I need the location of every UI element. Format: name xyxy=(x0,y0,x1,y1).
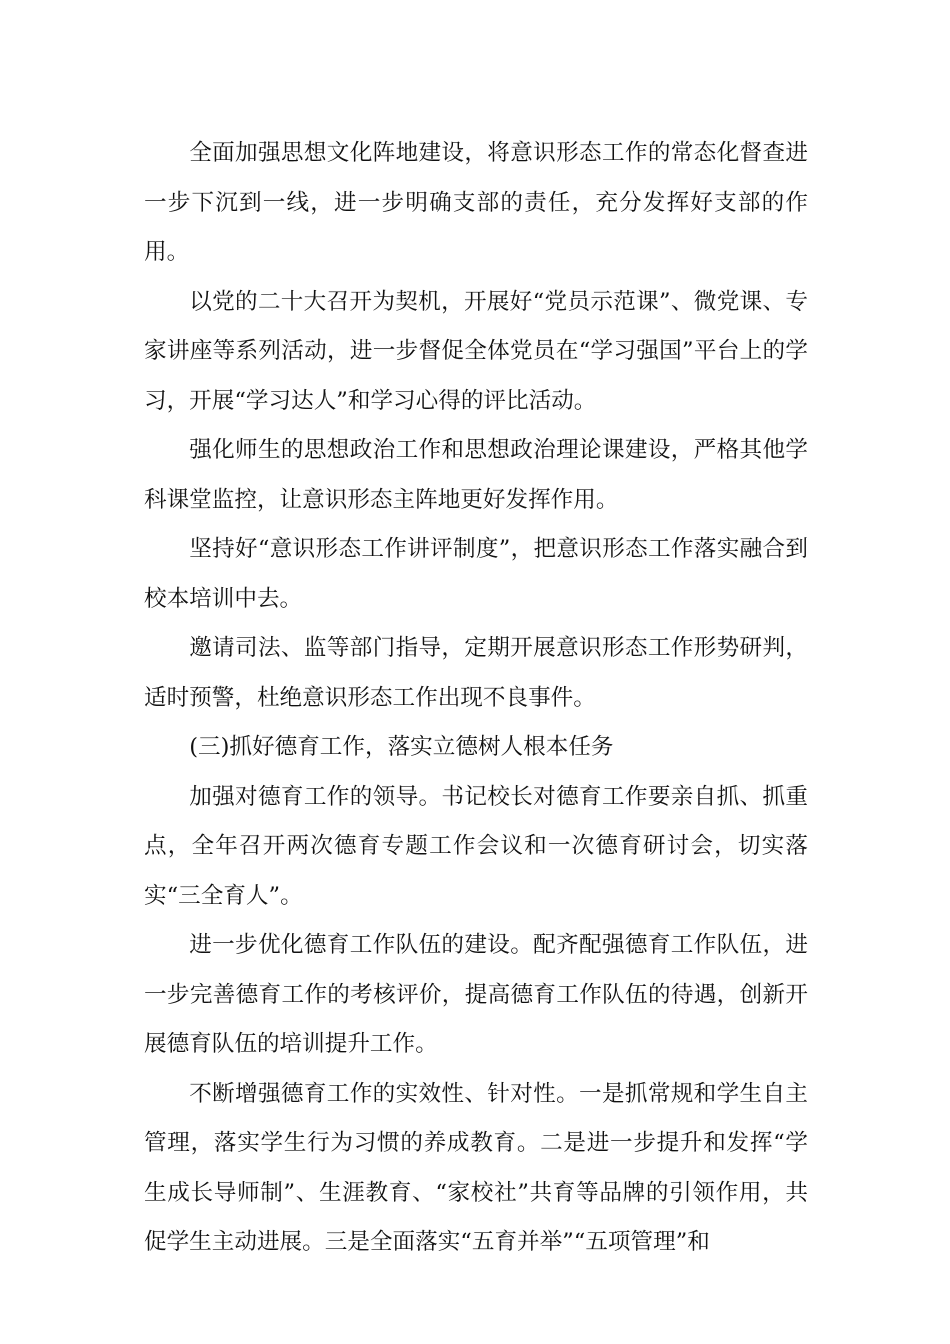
paragraph-party-activities: 以党的二十大召开为契机，开展好“党员示范课”、微党课、专家讲座等系列活动，进一步督促全体党员在“学习强国”平台上的学习，开展“学习达人”和学习心得的评比活动。 xyxy=(144,288,808,414)
paragraph-review-system: 坚持好“意识形态工作讲评制度”，把意识形态工作落实融合到校本培训中去。 xyxy=(144,536,808,612)
paragraph-ideology-position: 全面加强思想文化阵地建设，将意识形态工作的常态化督查进一步下沉到一线，进一步明确支部的责任，充分发挥好支部的作用。 xyxy=(144,140,808,265)
document-body xyxy=(144,129,808,1268)
paragraph-moral-effectiveness: 不断增强德育工作的实效性、针对性。一是抓常规和学生自主管理，落实学生行为习惯的养成教育。二是进一步提升和发挥“学生成长导师制”、生涯教育、“家校社”共育等品牌的引领作用，共促学生主动进展。三是全面落实“五育并举”“五项管理”和 xyxy=(144,1080,808,1255)
paragraph-political-education: 强化师生的思想政治工作和思想政治理论课建设，严格其他学科课堂监控，让意识形态主阵地更好发挥作用。 xyxy=(144,437,808,513)
paragraph-moral-leadership: 加强对德育工作的领导。书记校长对德育工作要亲自抓、抓重点，全年召开两次德育专题工作会议和一次德育研讨会，切实落实“三全育人”。 xyxy=(144,783,808,909)
paragraph-moral-team: 进一步优化德育工作队伍的建设。配齐配强德育工作队伍，进一步完善德育工作的考核评价，提高德育工作队伍的待遇，创新开展德育队伍的培训提升工作。 xyxy=(144,932,808,1057)
section-heading-moral-education: (三)抓好德育工作，落实立德树人根本任务 xyxy=(189,734,614,760)
paragraph-situation-assessment: 邀请司法、监等部门指导，定期开展意识形态工作形势研判，适时预警，杜绝意识形态工作出现不良事件。 xyxy=(144,635,808,711)
